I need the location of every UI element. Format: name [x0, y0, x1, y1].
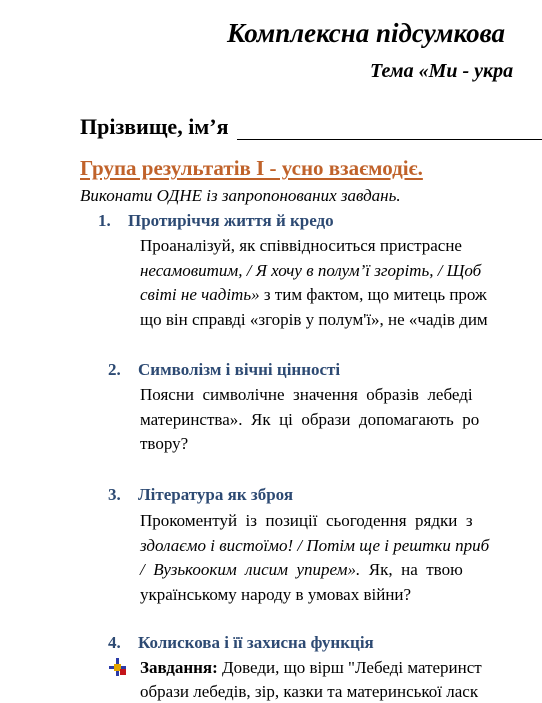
- group-heading: Група результатів I - усно взаємодіє.: [80, 156, 423, 180]
- body-text: материнства». Як ці образи допомагають ро: [140, 409, 480, 429]
- name-field-row: [80, 114, 542, 140]
- instruction-text: Виконати ОДНЕ із запропонованих завдань.: [80, 186, 401, 205]
- name-label: Прізвище, ім’я: [80, 114, 229, 139]
- body-text: Проаналізуй, як співвідноситься пристрасне: [140, 236, 462, 255]
- task-number: 1.: [98, 211, 111, 230]
- task-number: 2.: [108, 360, 121, 379]
- task-body-2: [140, 383, 542, 457]
- task-heading-4: [108, 633, 374, 653]
- task-body-line: [140, 283, 542, 308]
- task-title: Література як зброя: [138, 485, 294, 504]
- italic-quote-text: несамовитим, / Я хочу в полум’ї згоріть, / Щоб: [140, 260, 482, 280]
- task-body-3: [140, 509, 542, 607]
- task-title: Символізм і вічні цінності: [138, 360, 341, 379]
- body-text: що він справді «згорів у полум'ї», не «чадів дим: [140, 309, 488, 329]
- task-heading-3: [108, 485, 293, 505]
- document-title: Комплексна підсумкова: [227, 18, 506, 48]
- task-body-line: [140, 383, 542, 408]
- task4-text-line1: Доведи, що вірш "Лебеді материнст: [217, 658, 482, 677]
- body-text: Прокоментуй із позиції сьогодення рядки з: [140, 511, 473, 530]
- italic-quote-text: / Вузькооким лисим упирем».: [140, 560, 361, 579]
- task-body-line: [140, 408, 542, 433]
- task-body-line: [140, 509, 542, 534]
- task-heading-2: [108, 360, 340, 380]
- task-title: Протиріччя життя й кредо: [128, 211, 334, 230]
- body-text: Поясни символічне значення образів лебеді: [140, 385, 473, 404]
- body-text: українському народу в умовах війни?: [140, 584, 412, 604]
- body-text: Як, на твою: [360, 560, 463, 579]
- body-text: твору?: [140, 434, 189, 453]
- colored-cross-bullet-icon: [108, 658, 130, 678]
- task-number: 3.: [108, 485, 121, 504]
- task-heading-1: [98, 211, 334, 231]
- italic-quote-text: здолаємо і вистоїмо! / Потім ще і рештки приб: [140, 535, 490, 555]
- task4-text-line2: образи лебедів, зір, казки та материнської ласк: [140, 682, 479, 701]
- task-body-1: [140, 234, 542, 332]
- task-body-line: [140, 534, 542, 559]
- task-body-line: [140, 432, 542, 457]
- body-text: з тим фактом, що митець прож: [259, 285, 487, 304]
- task-body-line: [140, 234, 542, 259]
- task-body-line: [140, 558, 542, 583]
- task-body-line: [140, 583, 542, 608]
- italic-quote-text: світі не чадіть»: [140, 285, 260, 304]
- task4-label: Завдання:: [140, 658, 218, 677]
- task-body-line: [140, 308, 542, 333]
- name-blank-line[interactable]: [237, 119, 542, 140]
- task-number: 4.: [108, 633, 121, 652]
- task4-bullet-row: [108, 658, 482, 678]
- task-title: Колискова і її захисна функція: [138, 633, 374, 652]
- document-topic: Тема «Ми - укра: [370, 60, 514, 82]
- task-body-line: [140, 259, 542, 284]
